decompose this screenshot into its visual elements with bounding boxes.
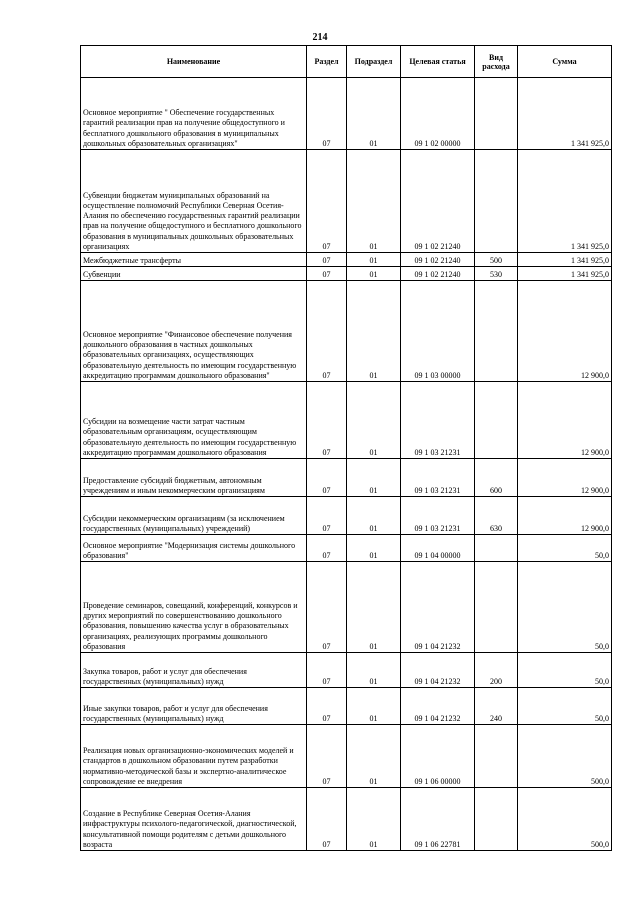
table-row — [81, 688, 612, 725]
row-expense-type — [475, 562, 518, 653]
row-expense-type: 500 — [475, 253, 518, 267]
row-amount: 50,0 — [518, 562, 612, 653]
row-name: Основное мероприятие "Модернизация системы дошкольного образования" — [81, 535, 307, 562]
page-number: 214 — [312, 32, 328, 43]
row-article: 09 1 04 00000 — [401, 535, 475, 562]
row-article: 09 1 02 21240 — [401, 253, 475, 267]
row-amount: 12 900,0 — [518, 281, 612, 382]
row-expense-type — [475, 78, 518, 150]
table-row — [81, 535, 612, 562]
row-expense-type — [475, 382, 518, 459]
header-subsection: Подраздел — [347, 46, 401, 78]
row-article: 09 1 03 00000 — [401, 281, 475, 382]
row-subsection: 01 — [347, 562, 401, 653]
row-name: Создание в Республике Северная Осетия-Алания инфраструктуры психолого-педагогической, диагностической, консультативной помощи родителям с детьми дошкольного возраста — [81, 788, 307, 851]
row-subsection: 01 — [347, 725, 401, 788]
row-subsection: 01 — [347, 281, 401, 382]
row-article: 09 1 02 21240 — [401, 150, 475, 253]
row-article: 09 1 02 00000 — [401, 78, 475, 150]
table-row — [81, 725, 612, 788]
row-name: Субвенции бюджетам муниципальных образований на осуществление полномочий Республики Северная Осетия-Алания по обеспечению государственных гарантий реализации прав на получение общедоступного и бесплатного дошкольного образования в муниципальных дошкольных образовательных организациях — [81, 150, 307, 253]
row-amount: 500,0 — [518, 788, 612, 851]
row-subsection: 01 — [347, 382, 401, 459]
row-name: Проведение семинаров, совещаний, конференций, конкурсов и других мероприятий по совершенствованию дошкольного образования, повышению качества услуг в образовательных организациях, реализующих программы дошкольного образования — [81, 562, 307, 653]
table-row — [81, 150, 612, 253]
row-section: 07 — [307, 281, 347, 382]
row-expense-type: 530 — [475, 267, 518, 281]
row-amount: 12 900,0 — [518, 497, 612, 535]
row-subsection: 01 — [347, 788, 401, 851]
table-row — [81, 562, 612, 653]
row-name: Субсидии на возмещение части затрат частным образовательным организациям, осуществляющим образовательную деятельность по имеющим государственную аккредитацию программам дошкольного образования — [81, 382, 307, 459]
row-section: 07 — [307, 267, 347, 281]
row-name: Основное мероприятие "Финансовое обеспечение получения дошкольного образования в частных дошкольных образовательных организациях, осуществляющих образовательную деятельность по имеющим государственную аккредитацию программам дошкольного образования" — [81, 281, 307, 382]
table-row — [81, 281, 612, 382]
row-amount: 1 341 925,0 — [518, 267, 612, 281]
row-article: 09 1 02 21240 — [401, 267, 475, 281]
row-article: 09 1 06 00000 — [401, 725, 475, 788]
table-row — [81, 653, 612, 688]
table-row — [81, 459, 612, 497]
row-section: 07 — [307, 497, 347, 535]
row-name: Субсидии некоммерческим организациям (за исключением государственных (муниципальных) учреждений) — [81, 497, 307, 535]
row-subsection: 01 — [347, 688, 401, 725]
header-expense-type: Вид расхода — [475, 46, 518, 78]
row-article: 09 1 04 21232 — [401, 562, 475, 653]
row-subsection: 01 — [347, 267, 401, 281]
row-section: 07 — [307, 253, 347, 267]
row-subsection: 01 — [347, 78, 401, 150]
row-name: Субвенции — [81, 267, 307, 281]
row-subsection: 01 — [347, 253, 401, 267]
row-amount: 50,0 — [518, 653, 612, 688]
row-amount: 1 341 925,0 — [518, 150, 612, 253]
row-amount: 500,0 — [518, 725, 612, 788]
row-article: 09 1 03 21231 — [401, 382, 475, 459]
row-name: Иные закупки товаров, работ и услуг для обеспечения государственных (муниципальных) нужд — [81, 688, 307, 725]
row-name: Закупка товаров, работ и услуг для обеспечения государственных (муниципальных) нужд — [81, 653, 307, 688]
row-article: 09 1 03 21231 — [401, 497, 475, 535]
row-amount: 50,0 — [518, 535, 612, 562]
row-amount: 12 900,0 — [518, 459, 612, 497]
row-subsection: 01 — [347, 459, 401, 497]
row-section: 07 — [307, 688, 347, 725]
header-amount: Сумма — [518, 46, 612, 78]
row-article: 09 1 03 21231 — [401, 459, 475, 497]
row-section: 07 — [307, 535, 347, 562]
row-name: Реализация новых организационно-экономических моделей и стандартов в дошкольном образовании путем разработки нормативно-методической базы и экспертно-аналитическое сопровождение ее внедрения — [81, 725, 307, 788]
row-article: 09 1 04 21232 — [401, 653, 475, 688]
table-row — [81, 78, 612, 150]
row-amount: 12 900,0 — [518, 382, 612, 459]
row-section: 07 — [307, 150, 347, 253]
row-expense-type — [475, 150, 518, 253]
row-expense-type: 200 — [475, 653, 518, 688]
row-name: Основное мероприятие " Обеспечение государственных гарантий реализации прав на получение общедоступного и бесплатного дошкольного образования в муниципальных дошкольных образовательных организациях" — [81, 78, 307, 150]
row-name: Межбюджетные трансферты — [81, 253, 307, 267]
table-row — [81, 267, 612, 281]
row-expense-type: 600 — [475, 459, 518, 497]
header-section: Раздел — [307, 46, 347, 78]
row-expense-type — [475, 725, 518, 788]
row-expense-type: 240 — [475, 688, 518, 725]
header-name: Наименование — [81, 46, 307, 78]
row-amount: 1 341 925,0 — [518, 253, 612, 267]
row-amount: 1 341 925,0 — [518, 78, 612, 150]
row-section: 07 — [307, 459, 347, 497]
row-section: 07 — [307, 725, 347, 788]
row-article: 09 1 04 21232 — [401, 688, 475, 725]
header-target-article: Целевая статья — [401, 46, 475, 78]
row-name: Предоставление субсидий бюджетным, автономным учреждениям и иным некоммерческим организациям — [81, 459, 307, 497]
row-amount: 50,0 — [518, 688, 612, 725]
table-row — [81, 253, 612, 267]
row-article: 09 1 06 22781 — [401, 788, 475, 851]
row-section: 07 — [307, 382, 347, 459]
row-section: 07 — [307, 788, 347, 851]
row-section: 07 — [307, 78, 347, 150]
budget-table — [80, 45, 612, 851]
row-expense-type — [475, 535, 518, 562]
row-expense-type — [475, 788, 518, 851]
row-expense-type: 630 — [475, 497, 518, 535]
row-subsection: 01 — [347, 497, 401, 535]
row-subsection: 01 — [347, 535, 401, 562]
row-section: 07 — [307, 653, 347, 688]
row-section: 07 — [307, 562, 347, 653]
table-row — [81, 382, 612, 459]
row-subsection: 01 — [347, 653, 401, 688]
table-row — [81, 788, 612, 851]
table-header-row — [81, 46, 612, 78]
table-row — [81, 497, 612, 535]
row-expense-type — [475, 281, 518, 382]
row-subsection: 01 — [347, 150, 401, 253]
